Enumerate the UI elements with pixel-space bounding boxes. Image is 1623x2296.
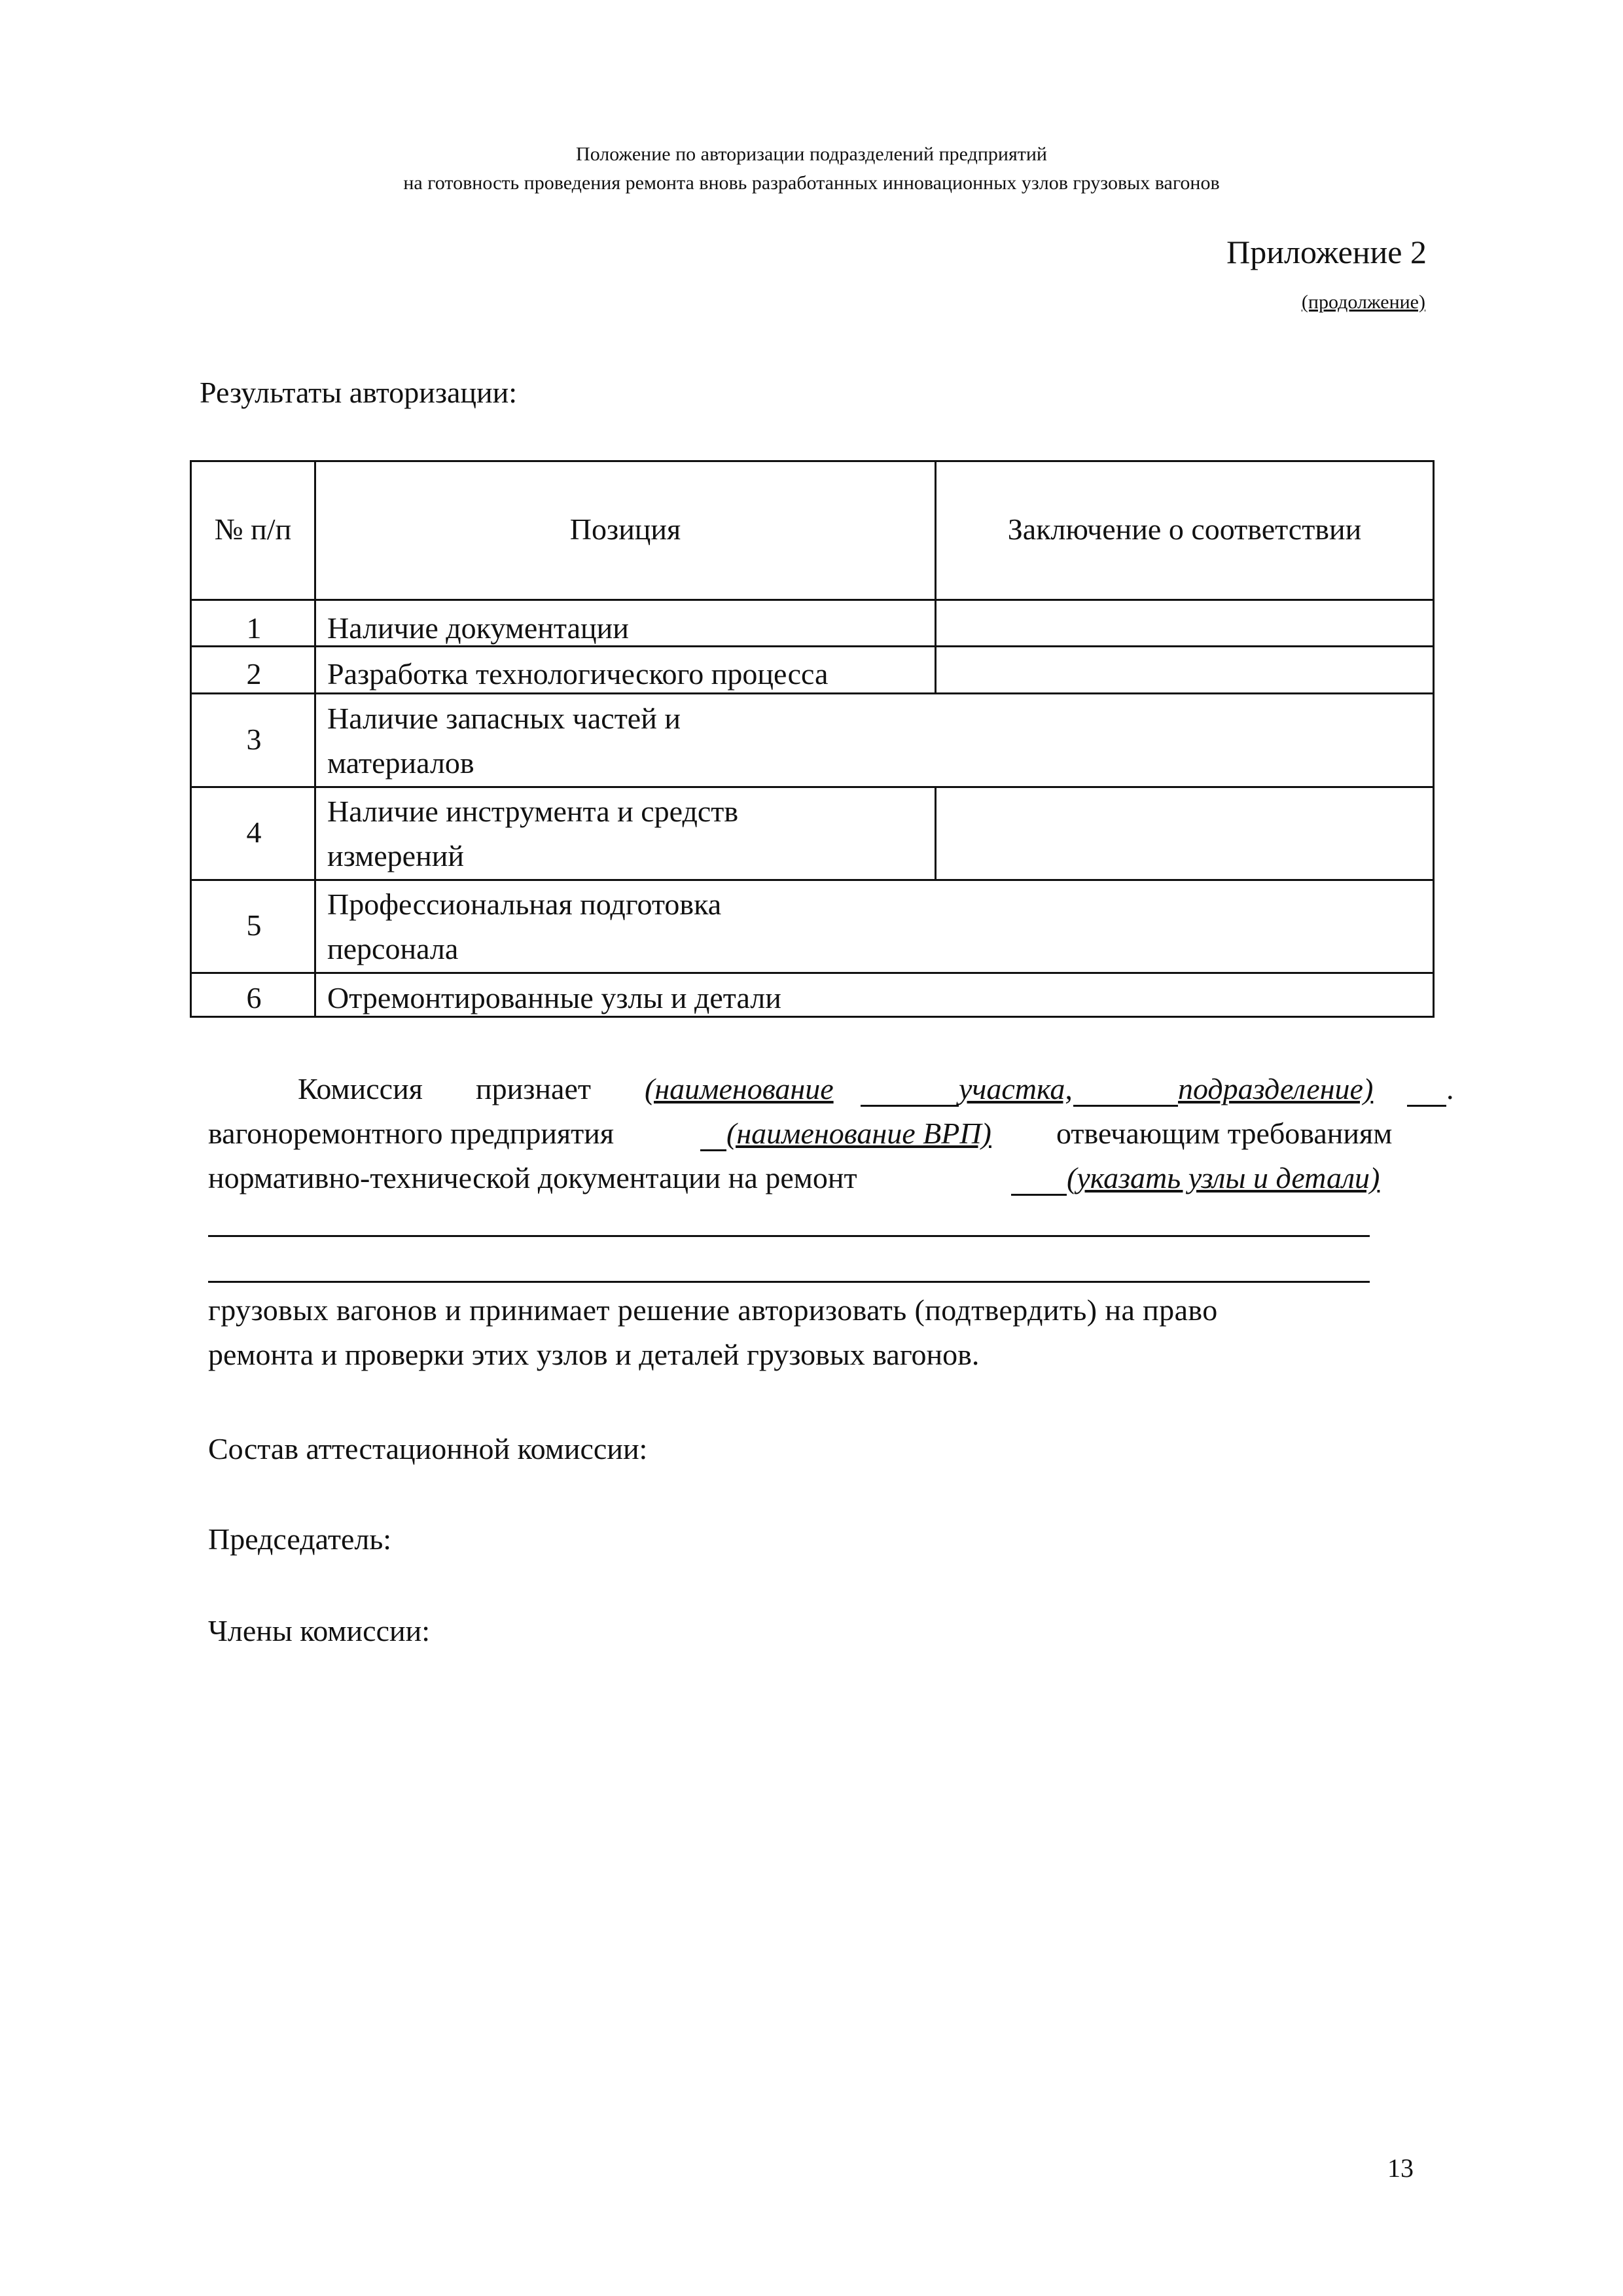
table-row-num: 2 [246, 657, 262, 691]
commission-word: Комиссия [298, 1072, 423, 1105]
table-row-position: Наличие документации [327, 611, 629, 645]
sentence-period: . [1446, 1072, 1454, 1105]
table-row-position: Отремонтированные узлы и детали [327, 981, 781, 1014]
blank-fill-line [208, 1235, 1370, 1237]
appendix-subtitle: (продолжение) [1301, 291, 1425, 313]
fill-underline [1011, 1194, 1067, 1196]
appendix-title: Приложение 2 [1226, 234, 1427, 270]
table-row-position: Разработка технологического процесса [327, 657, 829, 691]
requirements-text: отвечающим требованиям [1056, 1117, 1393, 1150]
table-column-divider [935, 786, 936, 879]
document-header-line2: на готовность проведения ремонта вновь разработанных инновационных узлов грузовых вагонов [403, 172, 1220, 194]
document-header-line1: Положение по авторизации подразделений предприятий [576, 143, 1047, 165]
fill-section-field: участка, [959, 1072, 1073, 1105]
table-header-conclusion: Заключение о соответствии [1007, 512, 1362, 546]
blank-fill-line [208, 1281, 1370, 1283]
table-row-num: 4 [246, 816, 262, 849]
table-row-position: Наличие запасных частей и [327, 702, 681, 735]
decision-text-line2: ремонта и проверки этих узлов и деталей грузовых вагонов. [208, 1338, 980, 1371]
table-row-divider [190, 879, 1435, 881]
table-column-divider [935, 460, 936, 692]
decision-text-line1: грузовых вагонов и принимает решение авторизовать (подтвердить) на право [208, 1293, 1218, 1327]
table-row-divider [190, 972, 1435, 974]
table-row-divider [190, 786, 1435, 788]
table-header-num: № п/п [214, 512, 292, 546]
fill-underline [1407, 1105, 1446, 1107]
chairman-label: Председатель: [208, 1522, 392, 1556]
fill-underline [1073, 1105, 1178, 1107]
commission-composition-label: Состав аттестационной комиссии: [208, 1432, 648, 1465]
table-row-position-cont: материалов [327, 746, 474, 780]
documentation-text: нормативно-технической документации на ремонт [208, 1161, 857, 1194]
table-row-num: 6 [246, 981, 262, 1014]
table-row-num: 3 [246, 723, 262, 756]
table-row-num: 5 [246, 908, 262, 942]
table-row-position-cont: персонала [327, 932, 459, 965]
fill-units-field: (указать узлы и детали) [1067, 1161, 1380, 1194]
members-label: Члены комиссии: [208, 1614, 431, 1647]
fill-vrp-name-field: (наименование ВРП) [726, 1117, 991, 1150]
table-header-divider [190, 599, 1435, 601]
results-label: Результаты авторизации: [200, 376, 518, 409]
page-number: 13 [1387, 2153, 1414, 2183]
recognizes-word: признает [476, 1072, 591, 1105]
table-row-position: Профессиональная подготовка [327, 888, 722, 921]
enterprise-text: вагоноремонтного предприятия [208, 1117, 615, 1150]
table-row-position-cont: измерений [327, 839, 464, 872]
fill-name-field: (наименование [645, 1072, 834, 1105]
fill-underline [700, 1149, 726, 1151]
table-row-position: Наличие инструмента и средств [327, 795, 739, 828]
table-header-position: Позиция [569, 512, 681, 546]
fill-underline [861, 1105, 959, 1107]
fill-division-field: подразделение) [1178, 1072, 1374, 1105]
table-row-num: 1 [246, 611, 262, 645]
